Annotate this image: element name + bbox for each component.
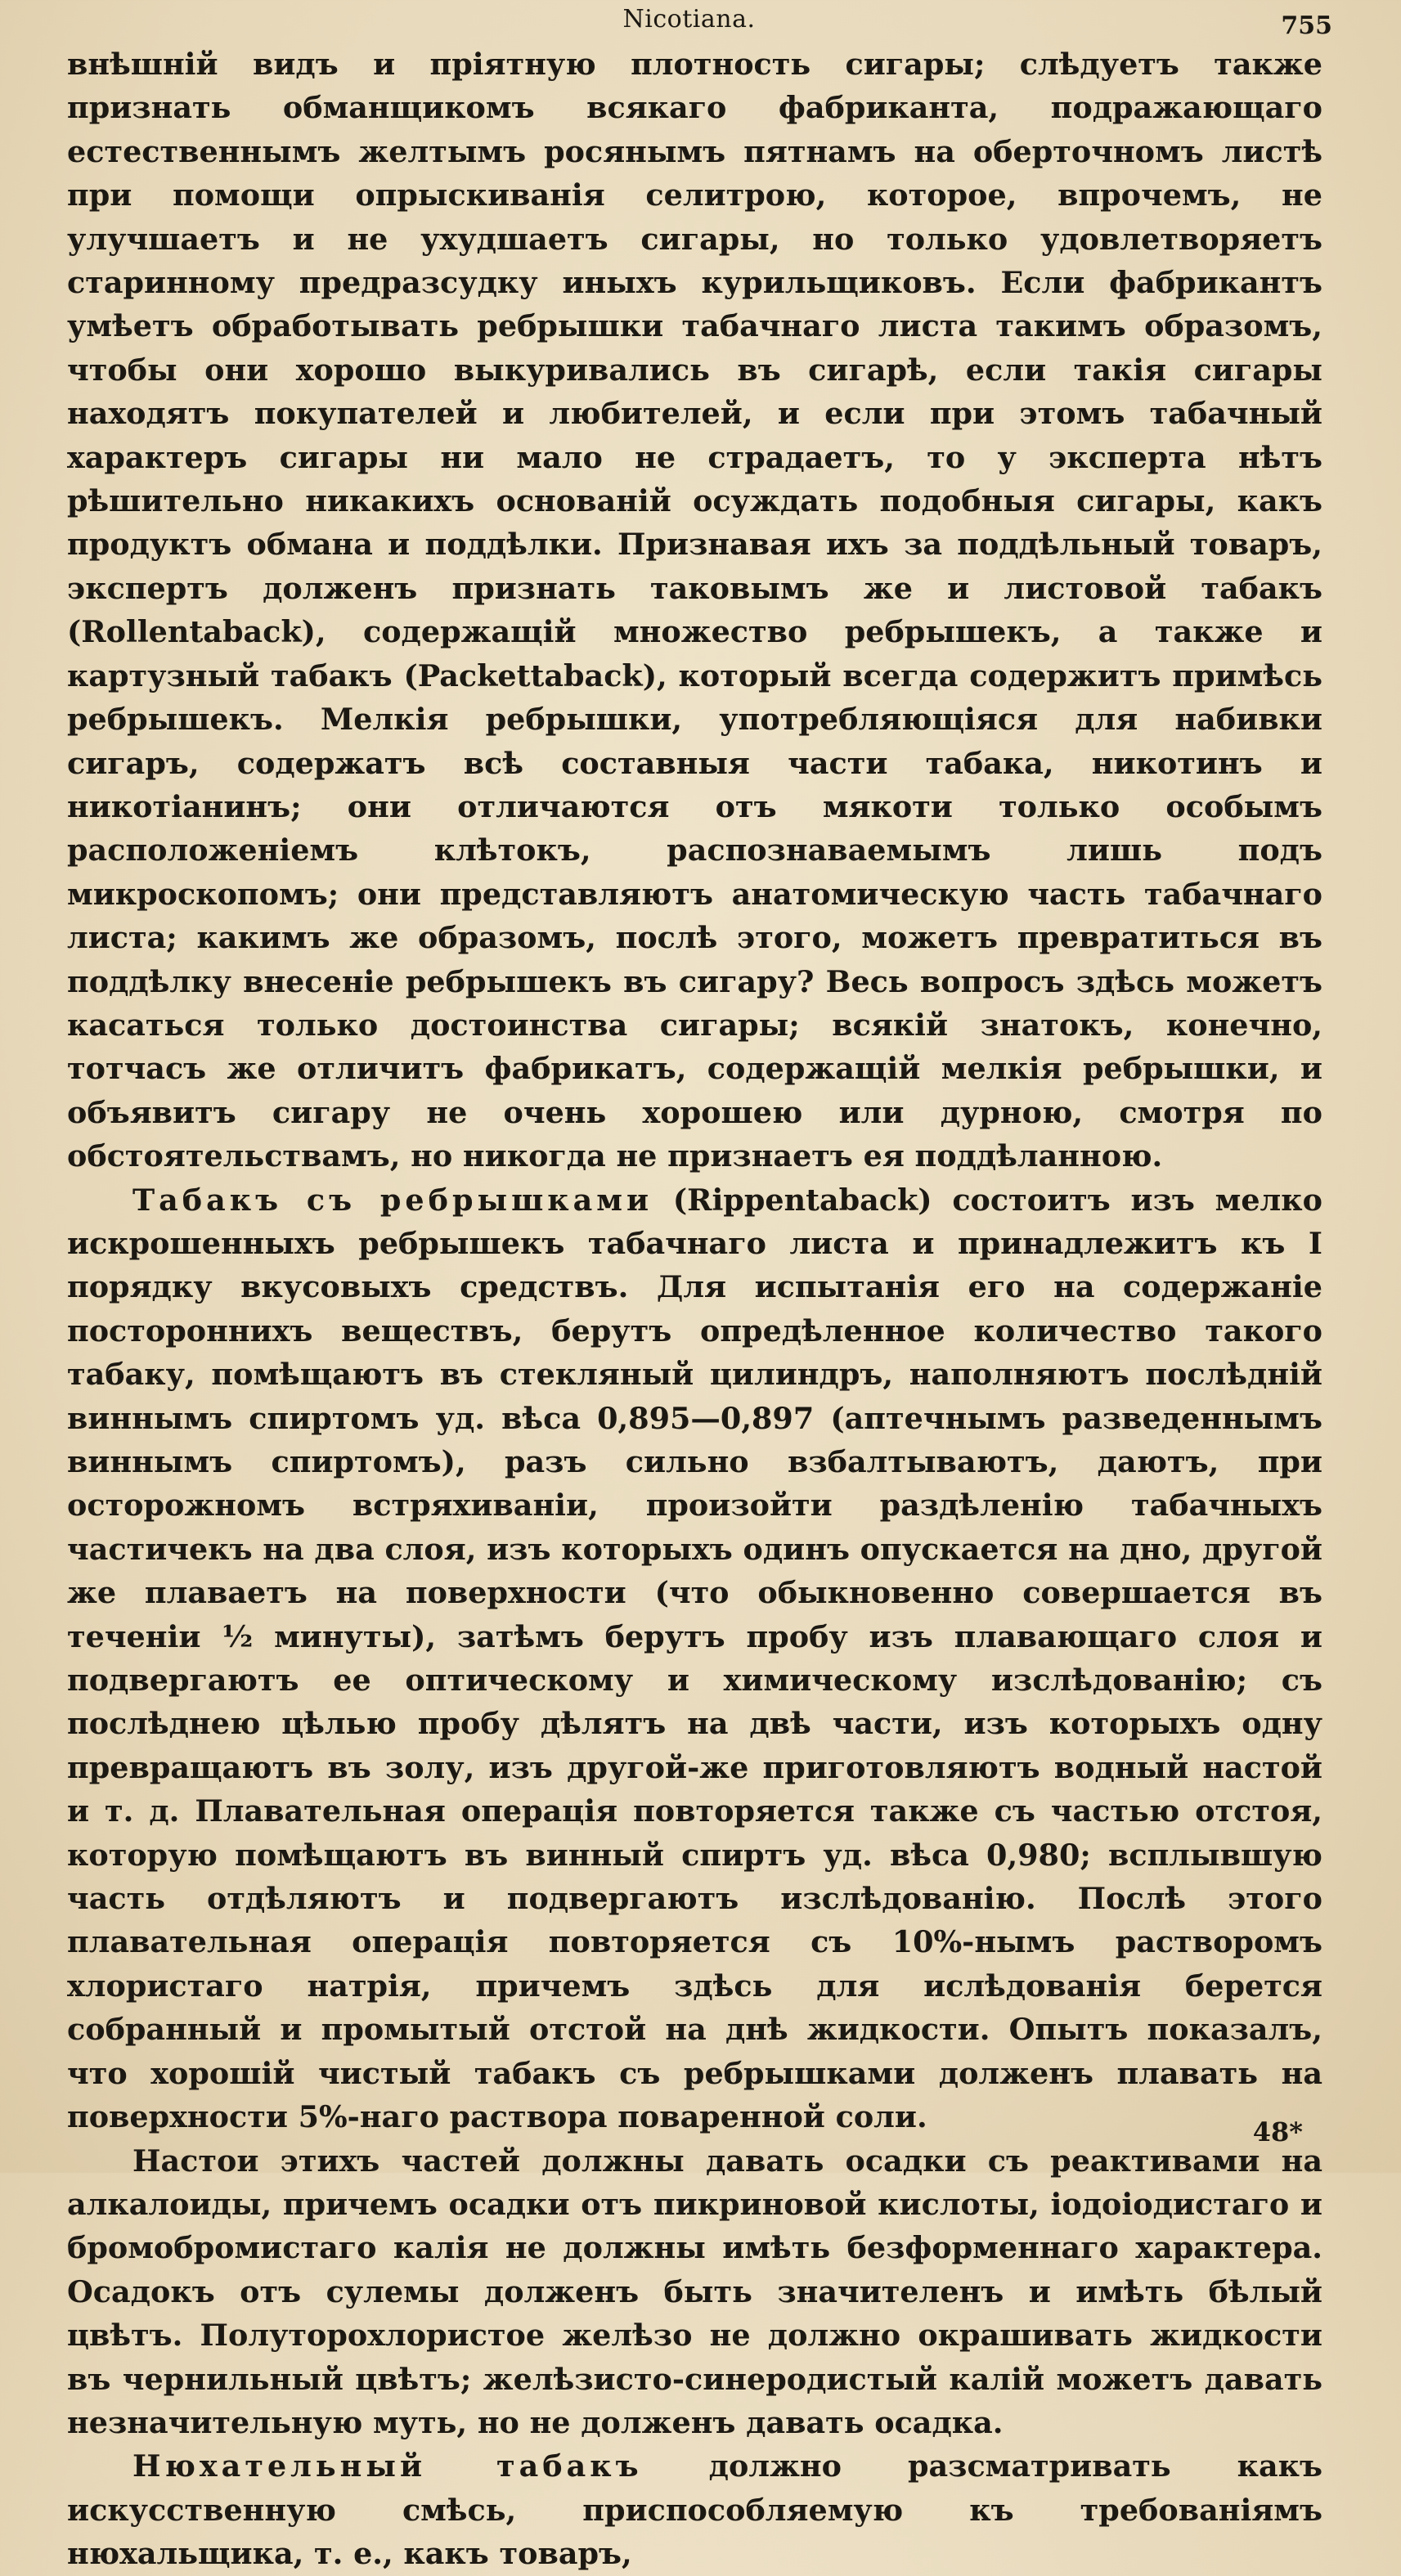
- paragraph-2-lead: Табакъ съ ребрышками: [132, 1182, 653, 1218]
- paragraph-4-text: должно разсматривать какъ искусственную смѣсь, приспособляемую къ требованіямъ нюхальщика, т. е., какъ товаръ,: [67, 2448, 1322, 2572]
- running-head: [67, 5, 1332, 41]
- paragraph-1: [67, 43, 1322, 1178]
- running-title: Nicotiana.: [622, 5, 756, 34]
- paragraph-3: [67, 2139, 1322, 2445]
- paragraph-4-lead: Нюхательный табакъ: [132, 2448, 643, 2484]
- paragraph-3-text: Настои этихъ частей должны давать осадки съ реактивами на алкалоиды, причемъ осадки отъ пикриновой кислоты, іодоіодистаго и бромобромистаго калія не должны имѣть безформеннаго характера. Осадокъ отъ сулемы долженъ быть значителенъ и имѣть бѣлый цвѣтъ. Полуторохлористое желѣзо не должно окрашивать жидкости въ чернильный цвѣтъ; желѣзисто-синеродистый калій можетъ давать незначительную муть, но не долженъ давать осадка.: [67, 2143, 1322, 2440]
- signature-mark: 48*: [1252, 2116, 1303, 2147]
- paragraph-2-text: (Rippentaback) состоитъ изъ мелко искрошенныхъ ребрышекъ табачнаго листа и принадлежитъ къ I порядку вкусовыхъ средствъ. Для испытанія его на содержаніе постороннихъ веществъ, берутъ опредѣленное количество такого табаку, помѣщаютъ въ стекляный цилиндръ, наполняютъ послѣдній виннымъ спиртомъ уд. вѣса 0,895—0,897 (аптечнымъ разведеннымъ виннымъ спиртомъ), разъ сильно взбалтываютъ, даютъ, при осторожномъ встряхиваніи, произойти раздѣленію табачныхъ частичекъ на два слоя, изъ которыхъ одинъ опускается на дно, другой же плаваетъ на поверхности (что обыкновенно совершается въ теченіи ½ минуты), затѣмъ берутъ пробу изъ плавающаго слоя и подвергаютъ ее оптическому и химическому изслѣдованію; съ послѣднею цѣлью пробу дѣлятъ на двѣ части, изъ которыхъ одну превращаютъ въ золу, изъ другой-же приготовляютъ водный настой и т. д. Плавательная операція повторяется также съ частью отстоя, которую помѣщаютъ въ винный спиртъ уд. вѣса 0,980; всплывшую часть отдѣляютъ и подвергаютъ изслѣдованію. Послѣ этого плавательная операція повторяется съ 10%-нымъ растворомъ хлористаго натрія, причемъ здѣсь для иcлѣдованія берется собранный и промытый отстой на днѣ жидкости. Опытъ показалъ, что хорошій чистый табакъ съ ребрышками долженъ плавать на поверхности 5%-наго раствора поваренной соли.: [67, 1182, 1322, 2135]
- paragraph-4: [67, 2444, 1322, 2575]
- paragraph-1-text: внѣшній видъ и пріятную плотность сигары; слѣдуетъ также признать обманщикомъ всякаго фабриканта, подражающаго естественнымъ желтымъ росянымъ пятнамъ на оберточномъ листѣ при помощи опрыскиванія селитрою, которое, впрочемъ, не улучшаетъ и не ухудшаетъ сигары, но только удовлетворяетъ старинному предразсудку иныхъ курильщиковъ. Если фабрикантъ умѣетъ обработывать ребрышки табачнаго листа такимъ образомъ, чтобы они хорошо выкуривались въ сигарѣ, если такія сигары находятъ покупателей и любителей, и если при этомъ табачный характеръ сигары ни мало не страдаетъ, то у эксперта нѣтъ рѣшительно никакихъ основаній осуждать подобныя сигары, какъ продуктъ обмана и поддѣлки. Признавая ихъ за поддѣльный товаръ, экспертъ долженъ признать таковымъ же и листовой табакъ (Rollentaback), содержащій множество ребрышекъ, а также и картузный табакъ (Packettaback), который всегда содержитъ примѣсь ребрышекъ. Мелкія ребрышки, употребляющіяся для набивки сигаръ, содержатъ всѣ составныя части табака, никотинъ и никотіанинъ; они отличаются отъ мякоти только особымъ расположеніемъ клѣтокъ, распознаваемымъ лишь подъ микроскопомъ; они представляютъ анатомическую часть табачнаго листа; какимъ же образомъ, послѣ этого, можетъ превратиться въ поддѣлку внесеніе ребрышекъ въ сигару? Весь вопросъ здѣсь можетъ касаться только достоинства сигары; всякій знатокъ, конечно, тотчасъ же отличитъ фабрикатъ, содержащій мелкія ребрышки, и объявитъ сигару не очень хорошею или дурною, смотря по обстоятельствамъ, но никогда не признаетъ ея поддѣланною.: [67, 47, 1322, 1174]
- paragraph-2: [67, 1178, 1322, 2139]
- body-text: [67, 43, 1322, 2576]
- page-number: 755: [1281, 11, 1332, 40]
